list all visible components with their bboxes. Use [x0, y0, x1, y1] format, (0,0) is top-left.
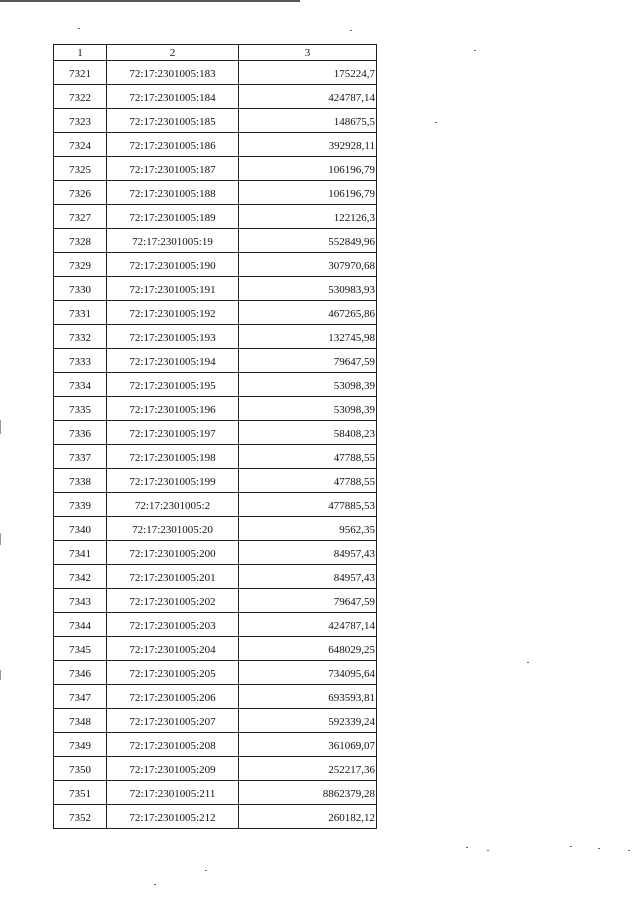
cadastral-number: 72:17:2301005:195 — [107, 373, 239, 397]
row-value: 53098,39 — [239, 373, 377, 397]
row-value: 467265,86 — [239, 301, 377, 325]
scan-speck — [466, 847, 468, 848]
scan-speck — [527, 662, 529, 663]
table-header-row — [54, 45, 377, 61]
row-value: 392928,11 — [239, 133, 377, 157]
cadastral-number: 72:17:2301005:199 — [107, 469, 239, 493]
row-number: 7335 — [54, 397, 107, 421]
row-number: 7334 — [54, 373, 107, 397]
scan-speck — [474, 50, 476, 51]
table-row — [54, 469, 377, 493]
table-row — [54, 397, 377, 421]
row-number: 7325 — [54, 157, 107, 181]
cadastral-number: 72:17:2301005:184 — [107, 85, 239, 109]
row-number: 7322 — [54, 85, 107, 109]
row-number: 7344 — [54, 613, 107, 637]
table-row — [54, 445, 377, 469]
table-row — [54, 709, 377, 733]
cadastral-number: 72:17:2301005:211 — [107, 781, 239, 805]
cadastral-number: 72:17:2301005:208 — [107, 733, 239, 757]
table-row — [54, 301, 377, 325]
row-value: 175224,7 — [239, 61, 377, 85]
table-row — [54, 589, 377, 613]
table-row — [54, 277, 377, 301]
cadastral-number: 72:17:2301005:202 — [107, 589, 239, 613]
cadastral-number: 72:17:2301005:192 — [107, 301, 239, 325]
table-row — [54, 685, 377, 709]
cadastral-number: 72:17:2301005:20 — [107, 517, 239, 541]
row-value: 592339,24 — [239, 709, 377, 733]
scan-speck — [205, 870, 207, 871]
row-value: 9562,35 — [239, 517, 377, 541]
row-value: 361069,07 — [239, 733, 377, 757]
table-row — [54, 421, 377, 445]
table-row — [54, 61, 377, 85]
row-number: 7326 — [54, 181, 107, 205]
row-value: 648029,25 — [239, 637, 377, 661]
table-row — [54, 373, 377, 397]
row-number: 7331 — [54, 301, 107, 325]
table-row — [54, 349, 377, 373]
row-value: 693593,81 — [239, 685, 377, 709]
row-value: 260182,12 — [239, 805, 377, 829]
row-value: 530983,93 — [239, 277, 377, 301]
cadastral-number: 72:17:2301005:196 — [107, 397, 239, 421]
row-value: 252217,36 — [239, 757, 377, 781]
scan-speck — [570, 846, 572, 847]
row-number: 7327 — [54, 205, 107, 229]
scan-speck — [154, 884, 156, 885]
cadastral-number: 72:17:2301005:206 — [107, 685, 239, 709]
row-value: 106196,79 — [239, 181, 377, 205]
table-row — [54, 325, 377, 349]
cadastral-number: 72:17:2301005:204 — [107, 637, 239, 661]
row-value: 106196,79 — [239, 157, 377, 181]
row-number: 7345 — [54, 637, 107, 661]
cadastral-number: 72:17:2301005:205 — [107, 661, 239, 685]
row-value: 122126,3 — [239, 205, 377, 229]
cadastral-number: 72:17:2301005:191 — [107, 277, 239, 301]
row-number: 7337 — [54, 445, 107, 469]
row-number: 7351 — [54, 781, 107, 805]
row-value: 79647,59 — [239, 349, 377, 373]
row-value: 307970,68 — [239, 253, 377, 277]
row-number: 7338 — [54, 469, 107, 493]
row-value: 424787,14 — [239, 613, 377, 637]
table-row — [54, 181, 377, 205]
row-number: 7332 — [54, 325, 107, 349]
row-number: 7323 — [54, 109, 107, 133]
row-number: 7330 — [54, 277, 107, 301]
scan-top-rule — [0, 0, 300, 2]
row-value: 47788,55 — [239, 445, 377, 469]
table-body — [54, 61, 377, 829]
cadastral-number: 72:17:2301005:183 — [107, 61, 239, 85]
cadastral-number: 72:17:2301005:190 — [107, 253, 239, 277]
row-number: 7342 — [54, 565, 107, 589]
cadastral-number: 72:17:2301005:19 — [107, 229, 239, 253]
table-row — [54, 733, 377, 757]
row-number: 7329 — [54, 253, 107, 277]
cadastral-number: 72:17:2301005:189 — [107, 205, 239, 229]
cadastral-number: 72:17:2301005:200 — [107, 541, 239, 565]
cadastral-number: 72:17:2301005:188 — [107, 181, 239, 205]
table-row — [54, 613, 377, 637]
row-number: 7324 — [54, 133, 107, 157]
row-value: 58408,23 — [239, 421, 377, 445]
row-value: 79647,59 — [239, 589, 377, 613]
row-number: 7346 — [54, 661, 107, 685]
row-value: 47788,55 — [239, 469, 377, 493]
table-row — [54, 805, 377, 829]
scan-speck — [350, 30, 352, 31]
table-row — [54, 517, 377, 541]
row-value: 84957,43 — [239, 565, 377, 589]
table-row — [54, 85, 377, 109]
scan-speck — [487, 850, 489, 851]
cadastral-number: 72:17:2301005:194 — [107, 349, 239, 373]
table-row — [54, 541, 377, 565]
table-row — [54, 565, 377, 589]
row-number: 7349 — [54, 733, 107, 757]
row-value: 552849,96 — [239, 229, 377, 253]
column-header-1: 1 — [54, 45, 107, 61]
table-row — [54, 109, 377, 133]
row-number: 7350 — [54, 757, 107, 781]
scan-edge-mark — [0, 420, 1, 434]
table-row — [54, 781, 377, 805]
row-number: 7343 — [54, 589, 107, 613]
cadastral-number: 72:17:2301005:201 — [107, 565, 239, 589]
row-value: 53098,39 — [239, 397, 377, 421]
scan-edge-mark — [0, 533, 1, 545]
row-number: 7352 — [54, 805, 107, 829]
registry-table — [53, 44, 377, 829]
cadastral-number: 72:17:2301005:209 — [107, 757, 239, 781]
row-number: 7339 — [54, 493, 107, 517]
cadastral-number: 72:17:2301005:212 — [107, 805, 239, 829]
cadastral-number: 72:17:2301005:197 — [107, 421, 239, 445]
table-row — [54, 205, 377, 229]
row-value: 424787,14 — [239, 85, 377, 109]
table-row — [54, 229, 377, 253]
cadastral-number: 72:17:2301005:187 — [107, 157, 239, 181]
cadastral-number: 72:17:2301005:207 — [107, 709, 239, 733]
row-value: 84957,43 — [239, 541, 377, 565]
cadastral-number: 72:17:2301005:198 — [107, 445, 239, 469]
table-row — [54, 493, 377, 517]
row-value: 477885,53 — [239, 493, 377, 517]
table-row — [54, 253, 377, 277]
scan-speck — [628, 850, 630, 851]
row-number: 7321 — [54, 61, 107, 85]
row-number: 7328 — [54, 229, 107, 253]
scan-speck — [435, 122, 437, 123]
column-header-2: 2 — [107, 45, 239, 61]
cadastral-number: 72:17:2301005:185 — [107, 109, 239, 133]
scan-edge-mark — [0, 670, 1, 680]
row-number: 7333 — [54, 349, 107, 373]
row-number: 7336 — [54, 421, 107, 445]
table-row — [54, 757, 377, 781]
row-number: 7347 — [54, 685, 107, 709]
row-number: 7341 — [54, 541, 107, 565]
column-header-3: 3 — [239, 45, 377, 61]
row-value: 734095,64 — [239, 661, 377, 685]
cadastral-number: 72:17:2301005:186 — [107, 133, 239, 157]
table-row — [54, 133, 377, 157]
cadastral-number: 72:17:2301005:2 — [107, 493, 239, 517]
table-row — [54, 661, 377, 685]
row-value: 8862379,28 — [239, 781, 377, 805]
row-number: 7348 — [54, 709, 107, 733]
scan-speck — [598, 848, 600, 849]
row-value: 132745,98 — [239, 325, 377, 349]
table-row — [54, 157, 377, 181]
row-value: 148675,5 — [239, 109, 377, 133]
row-number: 7340 — [54, 517, 107, 541]
scan-speck — [78, 28, 80, 29]
cadastral-number: 72:17:2301005:193 — [107, 325, 239, 349]
table-row — [54, 637, 377, 661]
cadastral-number: 72:17:2301005:203 — [107, 613, 239, 637]
